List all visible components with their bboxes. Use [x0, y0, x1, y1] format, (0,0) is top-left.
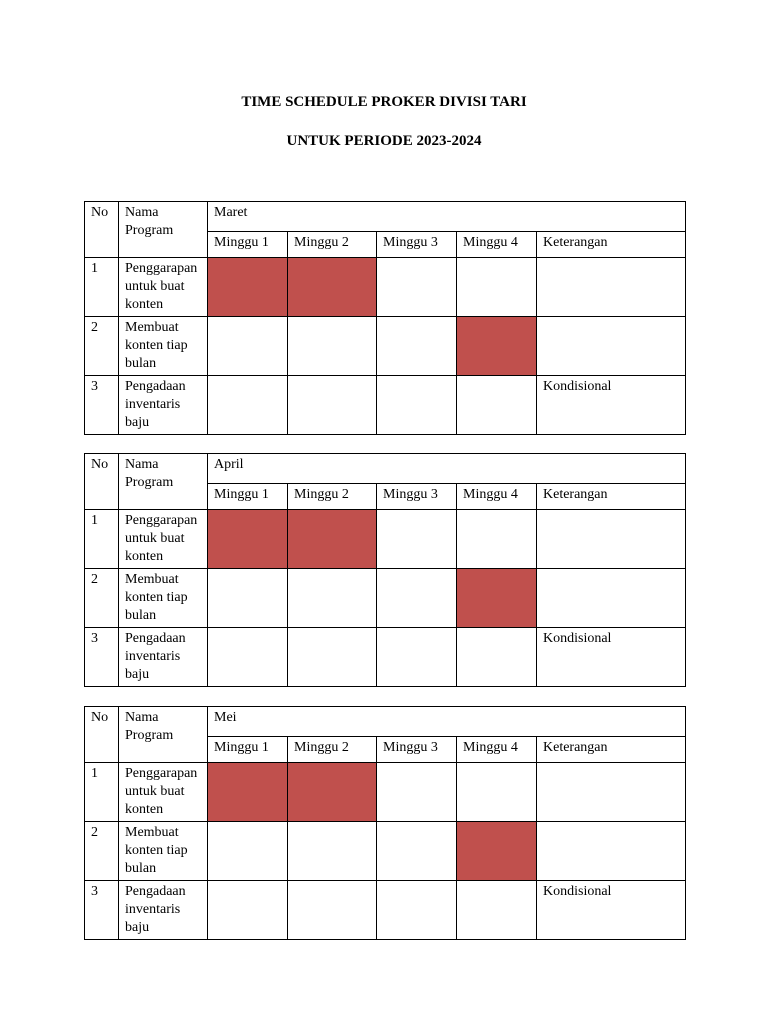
- note-cell: Kondisional: [537, 628, 686, 687]
- row-number: 3: [85, 628, 119, 687]
- scheduled-week-cell: [457, 822, 537, 881]
- document-period: UNTUK PERIODE 2023-2024: [286, 133, 482, 149]
- no-header: No: [85, 202, 119, 258]
- empty-week-cell: [288, 881, 377, 940]
- scheduled-week-cell: [288, 763, 377, 822]
- week-header-2: Minggu 2: [288, 484, 377, 510]
- empty-week-cell: [377, 822, 457, 881]
- empty-week-cell: [377, 628, 457, 687]
- week-header-1: Minggu 1: [208, 737, 288, 763]
- empty-week-cell: [288, 628, 377, 687]
- table-row: [85, 881, 686, 940]
- month-header: April: [208, 454, 686, 484]
- program-name: Membuat konten tiap bulan: [119, 822, 208, 881]
- week-header-3: Minggu 3: [377, 232, 457, 258]
- empty-week-cell: [208, 881, 288, 940]
- no-header: No: [85, 454, 119, 510]
- note-header: Keterangan: [537, 484, 686, 510]
- table-row: [85, 510, 686, 569]
- table-row: [85, 317, 686, 376]
- empty-week-cell: [208, 569, 288, 628]
- empty-week-cell: [377, 317, 457, 376]
- row-number: 1: [85, 510, 119, 569]
- scheduled-week-cell: [288, 258, 377, 317]
- table-row: [85, 822, 686, 881]
- week-header-1: Minggu 1: [208, 232, 288, 258]
- program-name: Pengadaan inventaris baju: [119, 376, 208, 435]
- empty-week-cell: [377, 763, 457, 822]
- program-name: Penggarapan untuk buat konten: [119, 258, 208, 317]
- empty-week-cell: [457, 881, 537, 940]
- row-number: 3: [85, 881, 119, 940]
- program-name: Pengadaan inventaris baju: [119, 628, 208, 687]
- month-header: Mei: [208, 707, 686, 737]
- note-cell: [537, 317, 686, 376]
- scheduled-week-cell: [288, 510, 377, 569]
- scheduled-week-cell: [208, 510, 288, 569]
- program-header: Nama Program: [119, 202, 208, 258]
- empty-week-cell: [208, 317, 288, 376]
- empty-week-cell: [208, 628, 288, 687]
- table-row: [85, 569, 686, 628]
- week-header-4: Minggu 4: [457, 737, 537, 763]
- empty-week-cell: [377, 376, 457, 435]
- program-name: Membuat konten tiap bulan: [119, 569, 208, 628]
- note-cell: [537, 510, 686, 569]
- empty-week-cell: [457, 376, 537, 435]
- week-header-2: Minggu 2: [288, 737, 377, 763]
- empty-week-cell: [377, 569, 457, 628]
- empty-week-cell: [377, 881, 457, 940]
- schedule-table-1: [84, 453, 686, 687]
- program-name: Membuat konten tiap bulan: [119, 317, 208, 376]
- table-row: [85, 376, 686, 435]
- row-number: 2: [85, 317, 119, 376]
- week-header-3: Minggu 3: [377, 484, 457, 510]
- document-title: TIME SCHEDULE PROKER DIVISI TARI: [241, 94, 527, 110]
- schedule-table-2: [84, 706, 686, 940]
- week-header-2: Minggu 2: [288, 232, 377, 258]
- program-header: Nama Program: [119, 707, 208, 763]
- note-cell: Kondisional: [537, 376, 686, 435]
- week-header-1: Minggu 1: [208, 484, 288, 510]
- empty-week-cell: [377, 258, 457, 317]
- note-cell: [537, 763, 686, 822]
- note-header: Keterangan: [537, 737, 686, 763]
- scheduled-week-cell: [208, 763, 288, 822]
- row-number: 2: [85, 569, 119, 628]
- note-cell: [537, 569, 686, 628]
- scheduled-week-cell: [457, 569, 537, 628]
- table-row: [85, 258, 686, 317]
- empty-week-cell: [208, 822, 288, 881]
- program-name: Pengadaan inventaris baju: [119, 881, 208, 940]
- program-name: Penggarapan untuk buat konten: [119, 763, 208, 822]
- empty-week-cell: [288, 822, 377, 881]
- row-number: 1: [85, 763, 119, 822]
- table-row: [85, 763, 686, 822]
- note-header: Keterangan: [537, 232, 686, 258]
- empty-week-cell: [288, 569, 377, 628]
- row-number: 3: [85, 376, 119, 435]
- empty-week-cell: [377, 510, 457, 569]
- empty-week-cell: [208, 376, 288, 435]
- note-cell: [537, 822, 686, 881]
- no-header: No: [85, 707, 119, 763]
- table-row: [85, 628, 686, 687]
- schedule-table-0: [84, 201, 686, 435]
- week-header-4: Minggu 4: [457, 484, 537, 510]
- note-cell: [537, 258, 686, 317]
- empty-week-cell: [457, 628, 537, 687]
- row-number: 2: [85, 822, 119, 881]
- scheduled-week-cell: [457, 317, 537, 376]
- empty-week-cell: [288, 317, 377, 376]
- note-cell: Kondisional: [537, 881, 686, 940]
- week-header-4: Minggu 4: [457, 232, 537, 258]
- row-number: 1: [85, 258, 119, 317]
- scheduled-week-cell: [208, 258, 288, 317]
- empty-week-cell: [457, 510, 537, 569]
- empty-week-cell: [457, 763, 537, 822]
- empty-week-cell: [457, 258, 537, 317]
- month-header: Maret: [208, 202, 686, 232]
- program-name: Penggarapan untuk buat konten: [119, 510, 208, 569]
- empty-week-cell: [288, 376, 377, 435]
- program-header: Nama Program: [119, 454, 208, 510]
- week-header-3: Minggu 3: [377, 737, 457, 763]
